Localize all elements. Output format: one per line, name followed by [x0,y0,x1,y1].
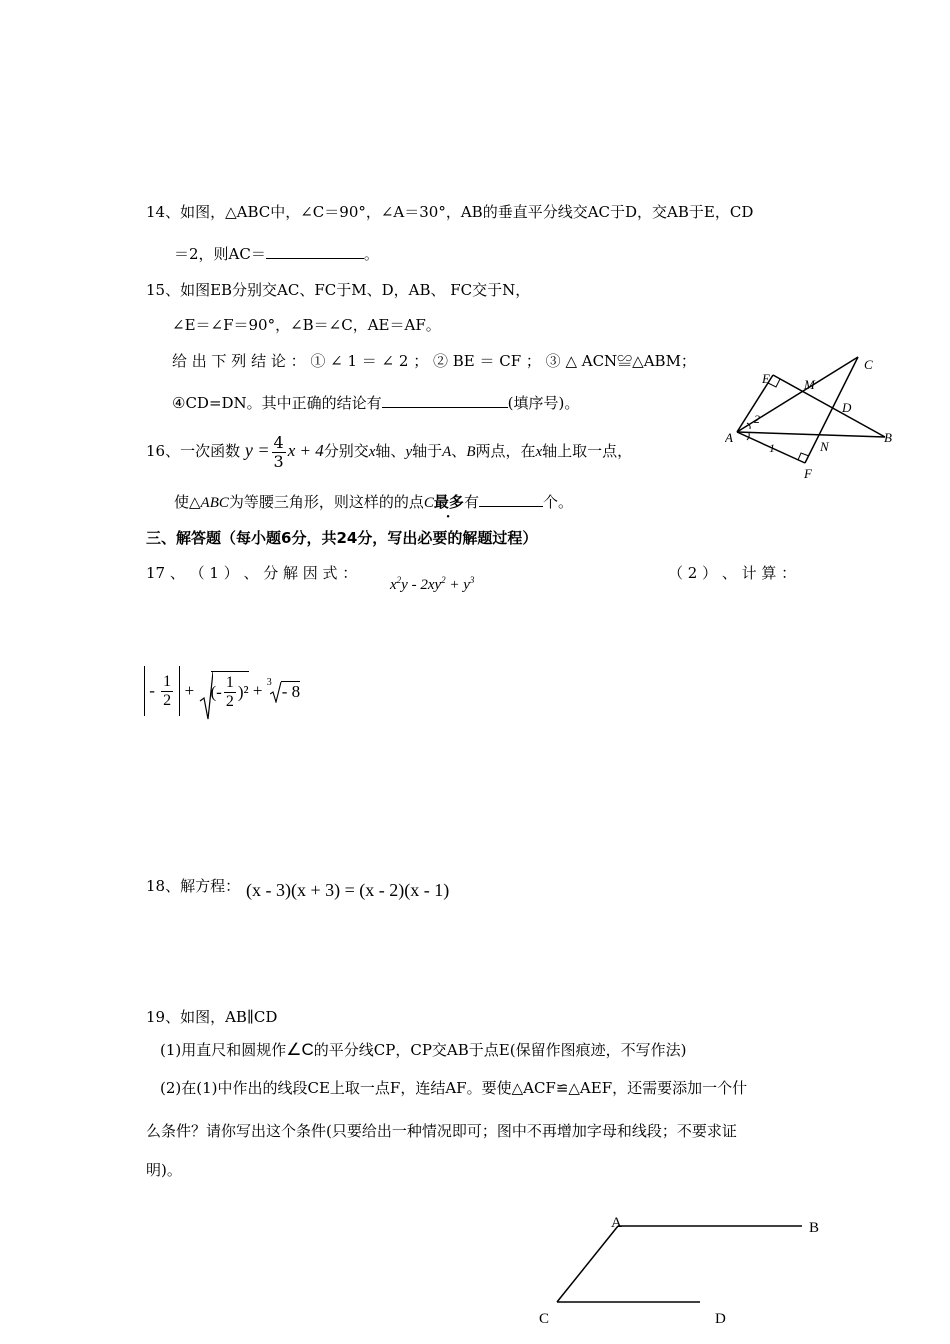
q14-answer-blank[interactable] [266,244,364,259]
q15-label-a: A [725,430,733,445]
q16-fraction [272,434,286,471]
q19-label-c: C [539,1311,550,1327]
q19-line3: (2)在(1)中作出的线段CE上取一点F，连结AF。要使△ACF≌△AEF，还需要添加一个什 [160,1079,748,1097]
q15-line1: 15、如图EB分别交AC、FC于M、D，AB、 FC交于N， [146,281,531,299]
q17-frac-2-den: 2 [225,693,234,710]
q15-label-d: D [842,400,852,415]
q16-prefix: 16、一次函数 [146,442,241,460]
q15-seg-ab [737,432,885,437]
q15-line2: ∠E＝∠F＝90°，∠B＝∠C，AE＝AF。 [172,316,441,334]
q16-pt-b: B [466,444,476,460]
q16-y-eq: y = [244,440,270,460]
q15-line4-end: (填序号)。 [507,394,580,412]
q15-label-n: N [820,439,829,454]
q19-line1: 19、如图，AB∥CD [146,1008,278,1026]
q15-label-f: F [804,466,812,481]
q16-x-axis2: x [535,444,543,460]
q16-sep: 、 [451,442,467,460]
q19-label-d: D [715,1311,726,1327]
q18-equation: (x - 3)(x + 3) = (x - 2)(x - 1) [246,880,450,900]
q16-pt-a: A [442,444,452,460]
q16-line2-b: 为等腰三角形，则这样的的点 [228,493,424,511]
q19-line2-a: (1)用直尺和圆规作 [160,1041,287,1059]
q17-expr1: $x^2y - 2xy^2 + y^3$ [390,575,475,593]
q15-line3: 给 出 下 列 结 论 ： ① ∠ 1 ＝ ∠ 2 ； ② BE ＝ CF ； ③ △ ACN≌△ABM； [172,352,696,370]
q17-expr2 [144,666,300,722]
q16-most: 最多 [433,493,464,511]
q15-label-b: B [884,430,892,445]
q16-line2-d: 个。 [542,493,573,511]
q16-line2 [174,492,573,513]
q17-sqrt-sign [199,671,213,721]
q16-suffix-e: 轴上取一点， [542,442,633,460]
q16-answer-blank[interactable] [479,492,543,507]
q16-frac-den: 3 [273,451,284,471]
q19-line5: 明)。 [146,1161,182,1179]
q15-label-c: C [864,357,873,372]
q17-abs-minus: - [149,681,155,700]
q14-line2-text: ＝2，则AC＝ [174,245,266,263]
q17-frac-1-num: 1 [163,672,172,690]
section3-title: 三、解答题（每小题6分，共24分，写出必要的解题过程） [146,529,538,547]
q15-label-e: E [762,371,770,386]
q16-pt-c: C [423,495,434,511]
q16-y-axis: y [405,444,413,460]
q19-label-b: B [809,1220,820,1236]
q17-abs-left [144,666,145,716]
q16-suffix-a: 分别交 [323,442,369,460]
q15-answer-blank[interactable] [382,393,508,408]
q14-line2-end: 。 [363,245,379,263]
q15-figure [725,345,905,485]
q15-seg-eb [773,375,885,437]
q19-line4: 么条件？请你写出这个条件(只要给出一种情况即可；图中不再增加字母和线段；不要求证 [146,1122,737,1140]
q19-line2-b: 的平分线CP，CP交AB于点E(保留作图痕迹，不写作法) [313,1041,687,1059]
q18-label: 18、解方程： [146,877,241,895]
q17-sqrt [199,671,249,711]
q17-sqrt-inner-a: (- [210,682,222,702]
q17-part1: 17 、 （ 1 ） 、 分 解 因 式 ： [146,564,358,582]
q16-frac-num: 4 [273,432,284,452]
q19-angle-c: ∠C [286,1040,314,1059]
q17-frac-2 [224,674,236,711]
q17-frac-1 [161,673,173,710]
q16-x-axis: x [368,444,376,460]
q19-label-a: A [611,1215,622,1231]
q16-suffix-c: 轴于 [412,442,443,460]
q17-cbrt-sign [270,681,282,703]
q17-part2: （ 2 ） 、 计 算 ： [668,564,797,582]
q19-line2 [160,1040,686,1060]
q14-line1: 14、如图，△ABC中，∠C＝90°，∠A＝30°，AB的垂直平分线交AC于D，交AB于E，CD [146,203,754,221]
q16-x-plus: x + 4 [287,441,324,460]
q17-frac-2-num: 1 [225,674,234,691]
q19-figure [530,1208,830,1344]
q17-abs-right [179,666,180,716]
q15-label-m: M [804,377,815,392]
q16-suffix-b: 轴、 [375,442,406,460]
q19-seg-ac [557,1226,618,1302]
q16-line1 [146,428,632,474]
q17-plus-2: + [252,681,263,700]
q15-line4-text: ④CD=DN。其中正确的结论有 [172,394,382,412]
q15-label-2: 2 [754,412,760,426]
q17-cube-index: 3 [266,676,272,688]
q17-cube-inner: - 8 [281,681,301,701]
q16-line2-a: 使△ [174,493,201,511]
q15-label-1: 1 [769,441,775,455]
q14-line2 [174,244,379,264]
q16-line2-c: 有 [463,493,479,511]
q17-sqrt-inner-b: )² [237,682,249,702]
q17-cbrt [266,676,301,702]
q17-frac-1-den: 2 [163,691,172,709]
q16-abc: ABC [200,495,229,511]
q16-suffix-d: 两点，在 [475,442,536,460]
q15-line4 [172,393,579,413]
q17-plus-1: + [184,681,195,700]
